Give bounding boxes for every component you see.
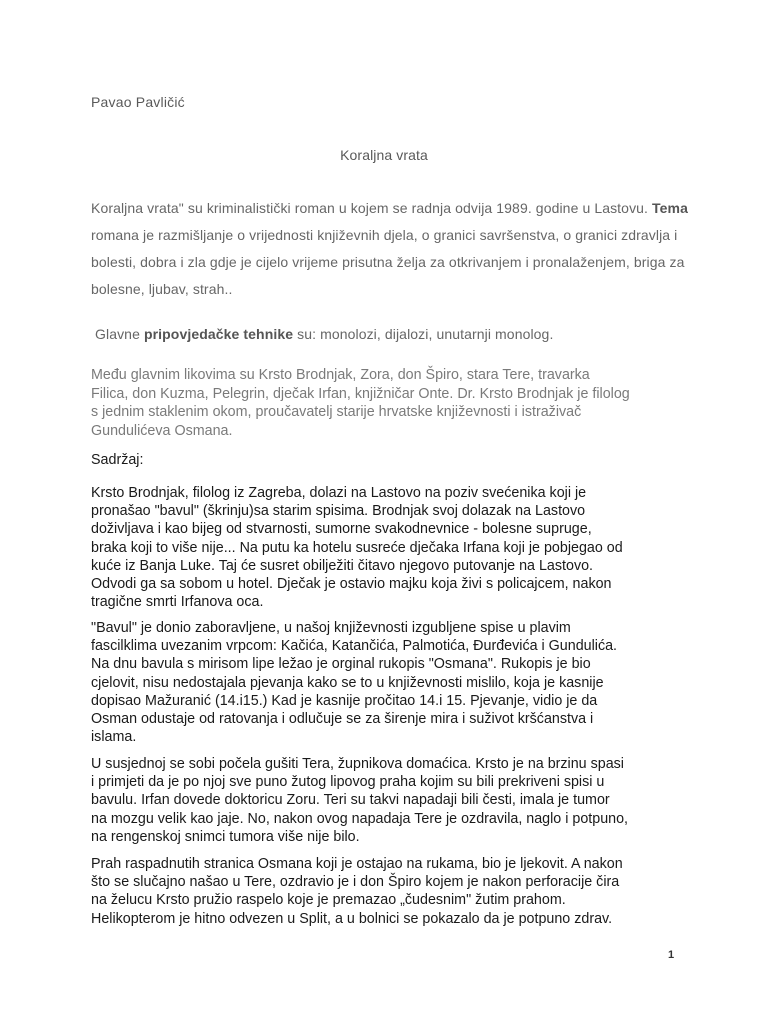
paragraph-line: na mozgu velik kao jaje. No, nakon ovog napadaja Tere je ozdravila, naglo i potpuno, xyxy=(91,810,629,827)
paragraph-line: na želucu Krsto pružio raspelo koje je premazao „čudesnim" žutim prahom. xyxy=(91,892,566,909)
paragraph-line: dopisao Mažuranić (14.i15.) Kad je kasnije pročitao 14.i 15. Pjevanje, vidio je da xyxy=(91,692,598,709)
characters-line: s jednim staklenim okom, proučavatelj starije hrvatske književnosti i istraživač xyxy=(91,404,582,420)
paragraph-line: Osman odustaje od ratovanja i odlučuje se za širenje mira i suživot kršćanstva i xyxy=(91,711,594,728)
intro-text-2: romana je razmišljanje o vrijednosti književnih djela, o granici savršenstva, o granici zdravlja i bolesti, dobra i zla gdje je cijelo vrijeme prisutna želja za otkrivanjem i pronalaženjem, briga za bolesne, ljubav, strah.. xyxy=(91,227,685,297)
paragraph-line: Prah raspadnutih stranica Osmana koji je ostajao na rukama, bio je ljekovit. A nakon xyxy=(91,856,623,872)
characters-line: Među glavnim likovima su Krsto Brodnjak, Zora, don Špiro, stara Tere, travarka xyxy=(91,367,590,383)
author-name: Pavao Pavličić xyxy=(91,94,185,110)
document-title: Koraljna vrata xyxy=(340,147,428,163)
paragraph-line: što se slučajno našao u Tere, ozdravio je i don Špiro kojem je nakon perforacije čira xyxy=(91,874,620,891)
techniques-bold: pripovjedačke tehnike xyxy=(143,326,294,342)
paragraph-line: tragične smrti Irfanova oca. xyxy=(91,594,264,611)
paragraph-line: cjelovit, nisu nedostajala pjevanja kako se to u književnosti mislilo, koja je kasnije xyxy=(91,674,604,691)
paragraph-line: Helikopterom je hitno odvezen u Split, a u bolnici se pokazalo da je potpuno zdrav. xyxy=(91,910,613,927)
paragraph-line: i primjeti da je po njoj sve puno žutog lipovog praha kojim su bili prekriveni spisi u xyxy=(91,774,605,791)
plot-paragraph-2 xyxy=(91,619,691,746)
characters-line: Gundulićeva Osmana. xyxy=(91,422,233,439)
paragraph-line: braka koji to više nije... Na putu ka hotelu susreće dječaka Irfana koji je pobjegao od xyxy=(91,539,623,556)
paragraph-line: bavulu. Irfan dovede doktoricu Zoru. Teri su takvi napadaji bili česti, imala je tumor xyxy=(91,792,610,809)
paragraph-line: Krsto Brodnjak, filolog iz Zagreba, dolazi na Lastovo na poziv svećenika koji je xyxy=(91,485,587,501)
techniques-text-2: su: monolozi, dijalozi, unutarnji monolog. xyxy=(293,326,554,342)
plot-paragraph-1 xyxy=(91,484,691,611)
plot-paragraph-4 xyxy=(91,855,691,928)
paragraph-line: kuće iz Banja Luke. Taj će susret obilježiti čitavo njegovo putovanje na Lastovo. xyxy=(91,557,594,574)
paragraph-line: pronašao "bavul" (škrinju)sa starim spisima. Brodnjak svoj dolazak na Lastovo xyxy=(91,503,586,520)
content-heading: Sadržaj: xyxy=(91,452,144,468)
paragraph-line: na rengenskoj snimci tumora više nije bilo. xyxy=(91,828,360,845)
techniques-text-1: Glavne xyxy=(95,326,144,342)
paragraph-line: U susjednoj se sobi počela gušiti Tera, župnikova domaćica. Krsto je na brzinu spasi xyxy=(91,756,624,772)
paragraph-line: Odvodi ga sa sobom u hotel. Dječak je ostavio majku koja živi s policajcem, nakon xyxy=(91,576,612,593)
intro-paragraph xyxy=(91,195,691,303)
intro-text-1: Koraljna vrata" su kriminalistički roman u kojem se radnja odvija 1989. godine u Lastovu. xyxy=(91,200,653,216)
page-number: 1 xyxy=(668,949,675,961)
characters-paragraph xyxy=(91,366,691,440)
intro-bold-tema: Tema xyxy=(652,200,688,216)
paragraph-line: Na dnu bavula s mirisom lipe ležao je orginal rukopis "Osmana". Rukopis je bio xyxy=(91,656,591,673)
paragraph-line: "Bavul" je donio zaboravljene, u našoj književnosti izgubljene spise u plavim xyxy=(91,620,571,636)
techniques-paragraph xyxy=(95,326,695,342)
paragraph-line: doživljava i kao bijeg od stvarnosti, sumorne svakodnevnice - bolesne supruge, xyxy=(91,521,592,538)
paragraph-line: fascilklima uvezanim vrpcom: Kačića, Katančića, Palmotića, Đurđevića i Gundulića. xyxy=(91,638,618,655)
plot-paragraph-3 xyxy=(91,755,691,846)
paragraph-line: islama. xyxy=(91,729,137,746)
characters-line: Filica, don Kuzma, Pelegrin, dječak Irfan, knjižničar Onte. Dr. Krsto Brodnjak je filolog xyxy=(91,385,630,402)
